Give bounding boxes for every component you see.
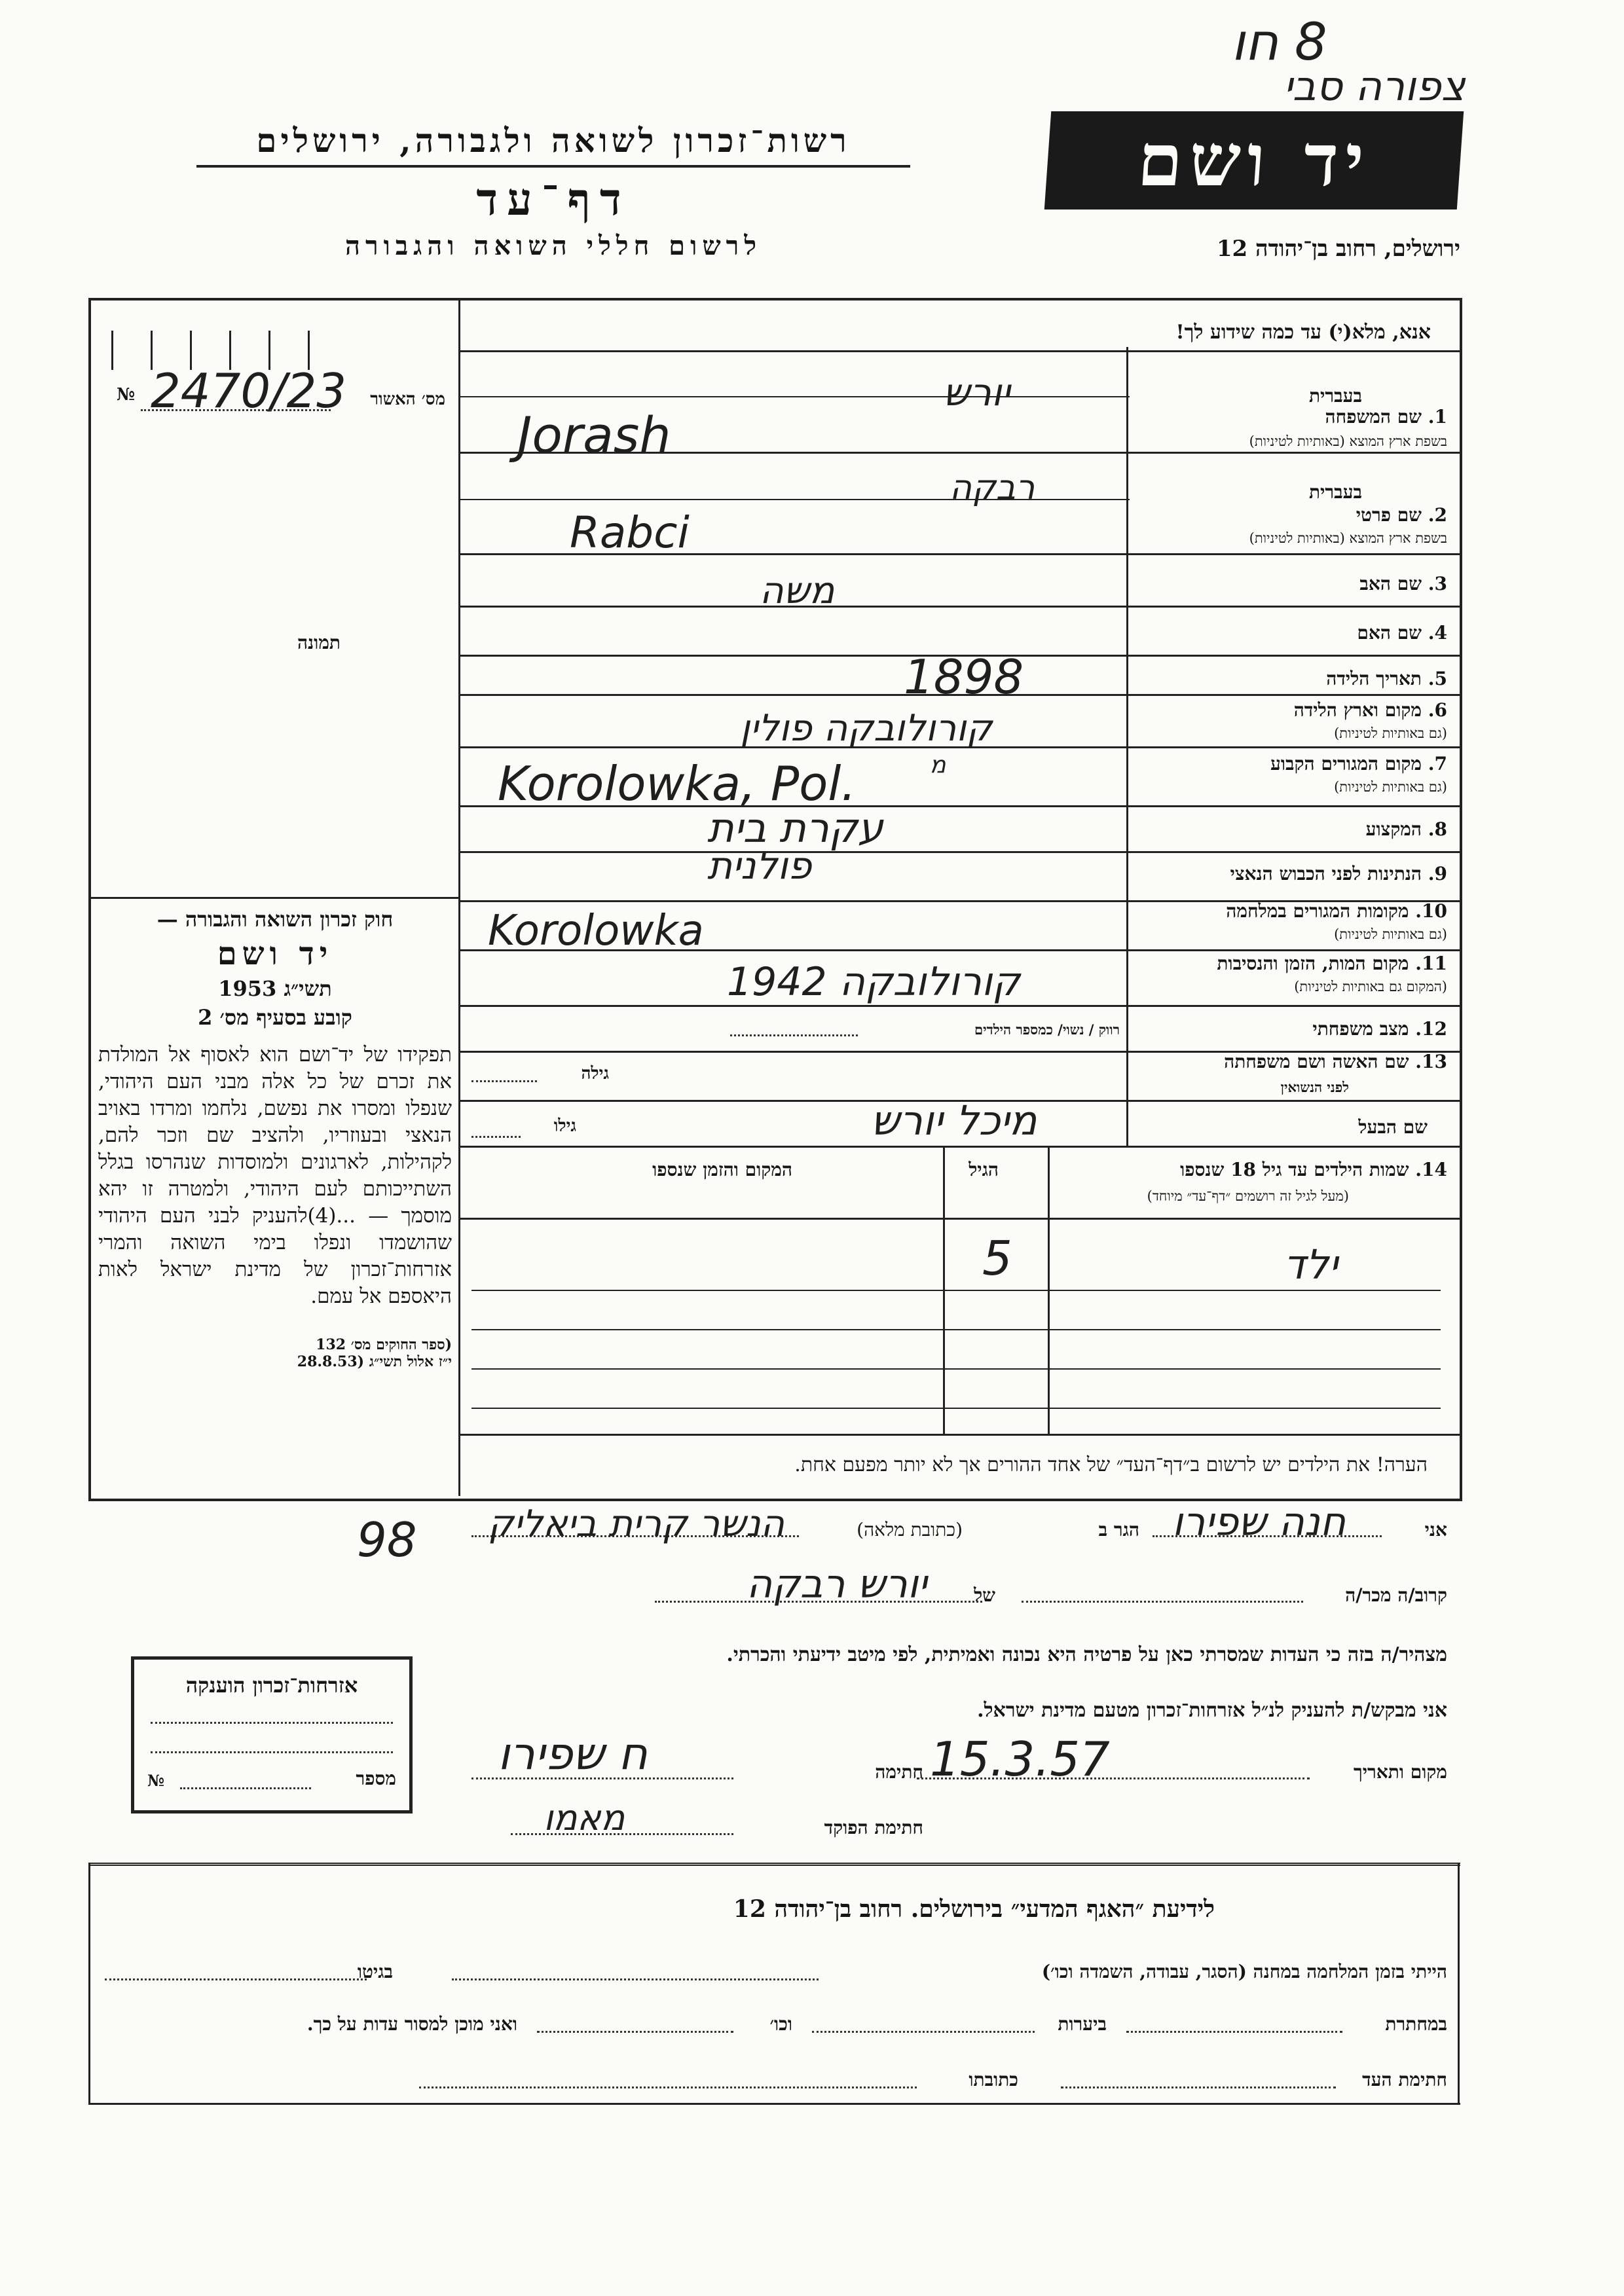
children-title: 14. שמות הילדים עד גיל 18 שנספו: [1180, 1159, 1447, 1180]
field6-value: קורולובקה פולין: [740, 707, 993, 750]
bottom-line2-a: במחתרת: [1385, 2013, 1447, 2035]
field1-tag: בעברית: [1308, 385, 1362, 407]
decl-place-date-label: מקום ותאריך: [1353, 1761, 1447, 1783]
address: ירושלים, רחוב בן־יהודה 12: [1216, 236, 1460, 262]
field1-value-lat: Jorash: [517, 406, 671, 464]
decl-clerk-value: מאמו: [544, 1797, 625, 1838]
field7-value-extra: מ: [930, 752, 946, 778]
stamp-number-label: מספר: [356, 1768, 396, 1789]
law-box: [98, 907, 452, 1370]
field13-sub: לפני הנשואין: [1280, 1079, 1349, 1095]
field8-label: 8. המקצוע: [1365, 818, 1447, 840]
field7-sub: (גם באותיות לטיניות): [1334, 779, 1447, 795]
bottom-line1-b: בגיטו: [357, 1961, 393, 1982]
field7-value: Korolowka, Pol.: [498, 756, 857, 811]
decl-margin-number: 98: [357, 1512, 417, 1567]
field10-label: 10. מקומות המגורים במלחמה: [1226, 900, 1447, 922]
logo-text: יד ושם: [1135, 118, 1373, 202]
decl-clerk-label: חתימת הפוקד: [824, 1817, 923, 1838]
bottom-line2-c: וכו׳: [769, 2013, 792, 2035]
field6-label: 6. מקום וארץ הלידה: [1293, 699, 1447, 721]
photo-label: תמונה: [297, 632, 341, 653]
decl-date-value: 15.3.57: [930, 1732, 1110, 1787]
field5-value: 1898: [904, 649, 1024, 704]
decl-request: אני מבקש/ת להעניק לנ״ל אזרחות־זכרון מטעם מדינת ישראל.: [977, 1699, 1447, 1722]
field8-value: עקרת בית: [707, 804, 883, 852]
husband-label: שם הבעל: [1358, 1116, 1428, 1138]
children-age-header: הגיל: [969, 1159, 999, 1180]
child-row-1-age: 5: [982, 1231, 1012, 1286]
form-subtitle: לרשום חללי השואה והגבורה: [344, 230, 762, 261]
decl-relative-label: קרוב/ה מכר/ה: [1345, 1584, 1447, 1606]
approval-number: 2470/23: [151, 363, 347, 418]
decl-signature-label: חתימה: [875, 1761, 923, 1783]
decl-address-label: (כתובת מלאה): [857, 1519, 963, 1540]
field5-label: 5. תאריך הלידה: [1326, 668, 1447, 689]
law-line2: יד ושם: [217, 936, 333, 972]
bottom-heading: לידיעת ״האגף המדעי״ בירושלים. רחוב בן־יהודה 12: [733, 1895, 1215, 1923]
field13-age-label: גילה: [581, 1064, 609, 1084]
law-body: תפקידו של יד־ושם הוא לאסוף אל המולדת את זכרם של כל אלה מבני העם היהודי, שנפלו ומסרו את נפשם, נלחמו ומרדו באויב הנאצי ובעוזריו, ולהציב שם וזכר להם, לקהילות, לארגונים ולמוסדות שנהרסו בגלל השתייכותם לעם היהודי, ולמטרה זו יהא מוסמך — ...(4)להעניק לבני העם היהודי שהושמדו ונפלו בימי השואה והמרי אזרחות־זכרון של מדינת ישראל לאות היאספם אל עמם.: [98, 1043, 452, 1308]
field13-label: 13. שם האשה ושם משפחתה: [1224, 1051, 1447, 1072]
field1-label: 1. שם המשפחה: [1325, 406, 1447, 428]
bottom-line1-a: הייתי בזמן המלחמה במחנה (הסגר, עבודה, השמדה וכו׳): [1041, 1961, 1447, 1982]
husband-age-label: גילו: [553, 1116, 576, 1136]
plea-text: אנא, מלא(י) עד כמה שידוע לך!: [1175, 321, 1431, 344]
field9-value: פולנית: [707, 843, 812, 888]
field10-value: Korolowka: [488, 907, 704, 955]
field2-tag: בעברית: [1308, 481, 1362, 503]
citizenship-stamp-box: [131, 1656, 413, 1813]
children-place-header: המקום והזמן שנספו: [652, 1159, 792, 1180]
form-title: דף־עד: [476, 173, 631, 226]
decl-signature-value: ח שפירו: [498, 1728, 648, 1780]
org-line: רשות־זכרון לשואה ולגבורה, ירושלים: [256, 121, 851, 160]
children-note: (מעל לגיל זה רושמים ״דף־עד״ מיוחד): [1147, 1188, 1349, 1204]
yad-vashem-logo: [1044, 111, 1464, 210]
field10-sub: (גם באותיות לטיניות): [1334, 926, 1447, 942]
husband-value: מיכל יורש: [871, 1097, 1037, 1144]
decl-relative-value: יורש רבקה: [747, 1561, 927, 1607]
bottom-line2-d: ואני מוכן למסור עדות על כך.: [306, 2013, 517, 2035]
bottom-line3-b: כתובתו: [969, 2069, 1018, 2090]
decl-of-label: של: [974, 1584, 995, 1606]
field9-label: 9. הנתינות לפני הכבוש הנאצי: [1230, 863, 1447, 884]
bottom-line2-b: ביערות: [1058, 2013, 1107, 2035]
bottom-line3-a: חתימת העד: [1362, 2069, 1447, 2090]
law-line1: חוק זכרון השואה והגבורה —: [157, 907, 394, 932]
decl-name-value: חנה שפירו: [1172, 1499, 1346, 1545]
decl-address-value: הנשר קרית ביאליק: [488, 1503, 784, 1545]
field2-label: 2. שם פרטי: [1356, 504, 1447, 526]
law-ref1: (ספר החוקים מס׳ 132: [316, 1336, 452, 1353]
child-row-1-name: ילד: [1283, 1241, 1338, 1288]
law-line3: תשי״ג 1953: [218, 976, 332, 1001]
note-line: הערה! את הילדים יש לרשום ב״דף־העד״ של אחד ההורים אך לא יותר מפעם אחת.: [794, 1453, 1428, 1476]
field11-sub: (המקום גם באותיות לטיניות): [1294, 979, 1447, 994]
decl-statement: מצהיר/ה בזה כי העדות שמסרתי כאן על פרטיה היא נכונה ואמיתית, לפי מיטב ידיעתי והכרתי.: [726, 1643, 1447, 1666]
field3-label: 3. שם האב: [1359, 573, 1447, 594]
decl-ani: אני: [1424, 1519, 1447, 1540]
field12-options: רווק / נשוי/ כמספר הילדים: [974, 1021, 1120, 1038]
field12-label: 12. מצב משפחתי: [1312, 1018, 1447, 1040]
field11-label: 11. מקום המות, הזמן והנסיבות: [1217, 953, 1447, 974]
law-ref2: י״ז אלול תשי״ג (28.8.53: [297, 1353, 452, 1370]
field2-value-he: רבקה: [950, 468, 1035, 507]
decl-resident: הגר ב: [1098, 1519, 1139, 1540]
field1-value-he: יורש: [943, 370, 1010, 414]
handwritten-note-top-2: צפורה סבי: [1283, 62, 1466, 110]
law-line4: קובע בסעיף מס׳ 2: [198, 1005, 352, 1030]
field2-value-lat: Rabci: [570, 507, 690, 558]
approval-prefix: №: [117, 385, 136, 405]
field4-label: 4. שם האם: [1357, 622, 1447, 644]
approval-label: מס׳ האשור: [370, 390, 445, 409]
stamp-title: אזרחות־זכרון הוענקה: [185, 1673, 358, 1698]
field3-value: משה: [760, 570, 835, 612]
field1-sub: בשפת ארץ המוצא (באותיות לטיניות): [1249, 433, 1447, 449]
handwritten-note-top: 8 חו: [1231, 13, 1327, 72]
field11-value: קורולובקה 1942: [727, 959, 1020, 1005]
stamp-no: №: [147, 1771, 165, 1790]
field6-sub: (גם באותיות לטיניות): [1334, 725, 1447, 741]
field7-label: 7. מקום המגורים הקבוע: [1270, 753, 1447, 774]
field2-sub: בשפת ארץ המוצא (באותיות לטיניות): [1249, 530, 1447, 546]
